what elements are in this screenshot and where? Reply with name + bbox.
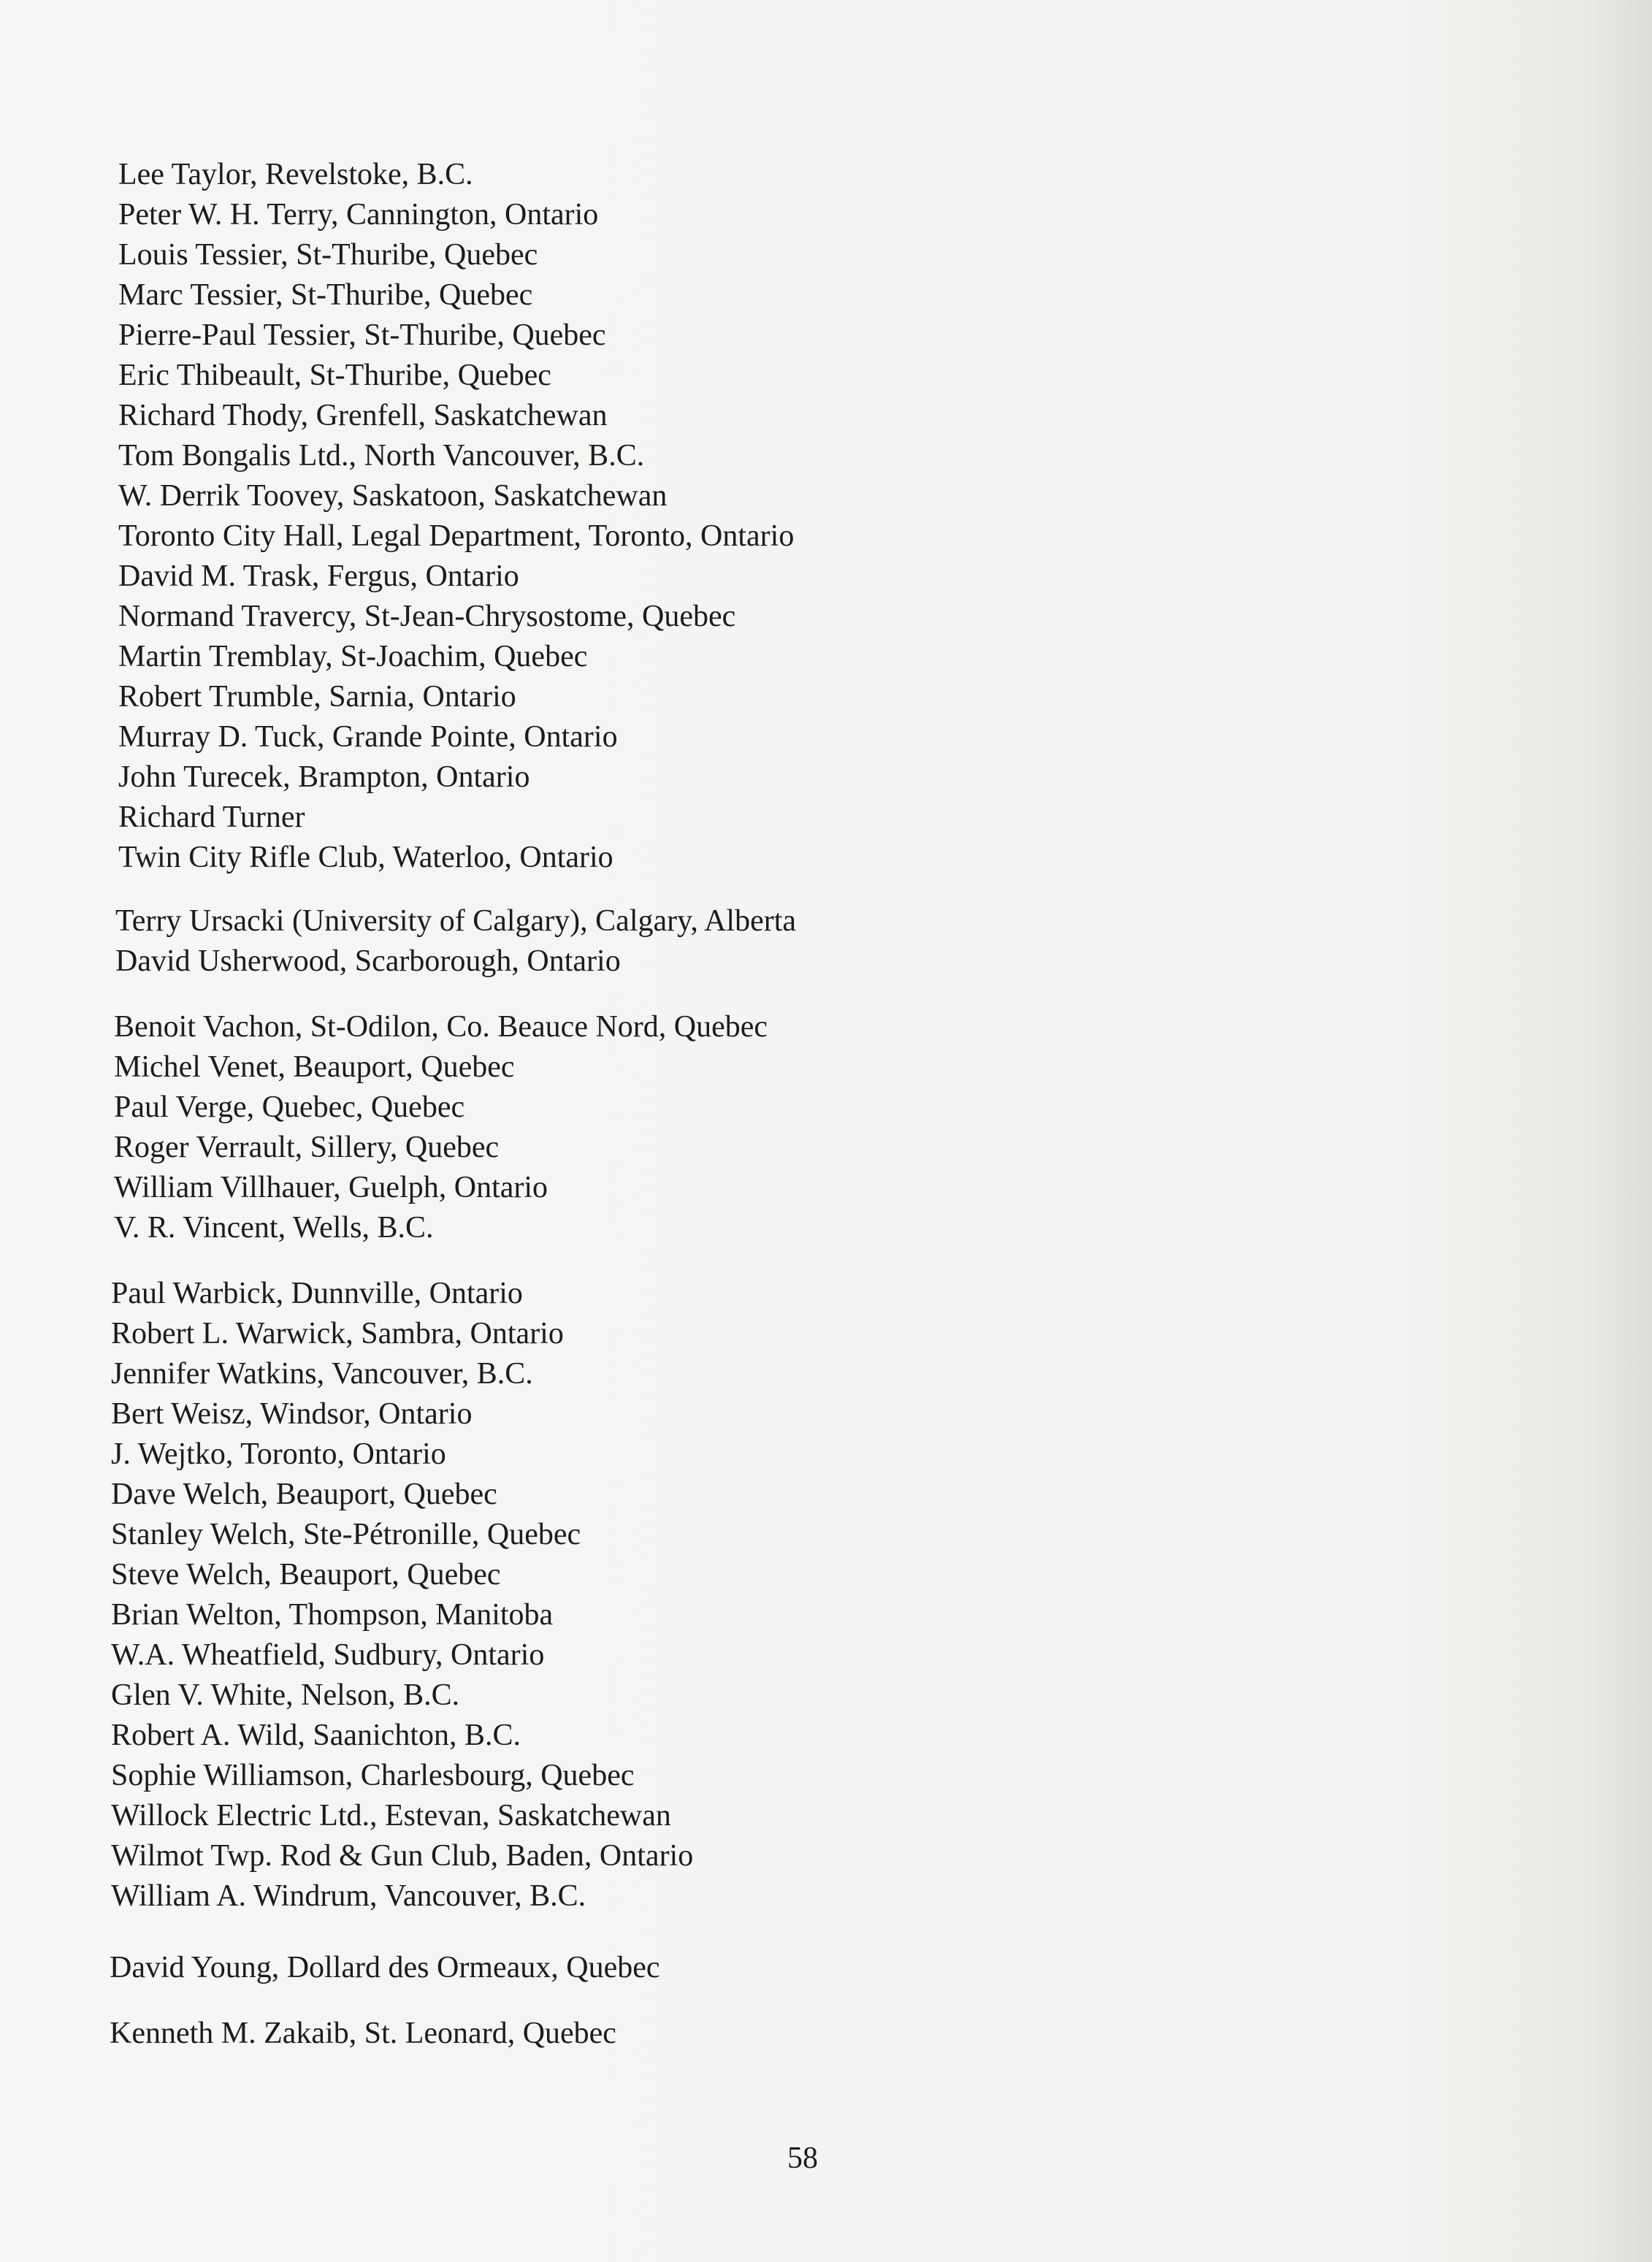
list-item: Robert A. Wild, Saanichton, B.C.: [111, 1719, 521, 1752]
list-item: David Young, Dollard des Ormeaux, Quebec: [110, 1951, 660, 1984]
list-item: Willock Electric Ltd., Estevan, Saskatchewan: [111, 1799, 671, 1833]
list-item: Paul Verge, Quebec, Quebec: [114, 1090, 465, 1124]
list-item: Tom Bongalis Ltd., North Vancouver, B.C.: [118, 439, 645, 473]
list-item: Richard Turner: [118, 801, 305, 834]
list-item: Michel Venet, Beauport, Quebec: [114, 1050, 515, 1084]
list-item: Normand Travercy, St-Jean-Chrysostome, Quebec: [118, 600, 736, 633]
list-item: J. Wejtko, Toronto, Ontario: [111, 1437, 446, 1471]
list-item: Jennifer Watkins, Vancouver, B.C.: [111, 1357, 533, 1391]
list-item: Glen V. White, Nelson, B.C.: [111, 1678, 460, 1712]
list-item: W. Derrik Toovey, Saskatoon, Saskatchewan: [118, 479, 668, 513]
list-item: Lee Taylor, Revelstoke, B.C.: [118, 158, 473, 191]
list-item: Murray D. Tuck, Grande Pointe, Ontario: [118, 720, 618, 754]
list-item: Brian Welton, Thompson, Manitoba: [111, 1598, 554, 1632]
list-item: Roger Verrault, Sillery, Quebec: [114, 1131, 500, 1164]
list-item: Martin Tremblay, St-Joachim, Quebec: [118, 640, 588, 673]
list-item: Louis Tessier, St-Thuribe, Quebec: [118, 238, 538, 272]
list-item: Bert Weisz, Windsor, Ontario: [111, 1397, 473, 1431]
list-item: Benoit Vachon, St-Odilon, Co. Beauce Nord, Quebec: [114, 1010, 768, 1044]
list-item: Toronto City Hall, Legal Department, Toronto, Ontario: [118, 519, 795, 553]
list-item: Pierre-Paul Tessier, St-Thuribe, Quebec: [118, 318, 606, 352]
list-item: Steve Welch, Beauport, Quebec: [111, 1558, 501, 1592]
list-item: Dave Welch, Beauport, Quebec: [111, 1478, 497, 1511]
list-item: Robert Trumble, Sarnia, Ontario: [118, 680, 516, 714]
list-item: Twin City Rifle Club, Waterloo, Ontario: [118, 841, 613, 874]
list-item: Marc Tessier, St-Thuribe, Quebec: [118, 278, 533, 312]
list-item: Terry Ursacki (University of Calgary), Calgary, Alberta: [115, 904, 797, 938]
list-item: Kenneth M. Zakaib, St. Leonard, Quebec: [110, 2017, 616, 2050]
list-item: David M. Trask, Fergus, Ontario: [118, 559, 519, 593]
list-item: Wilmot Twp. Rod & Gun Club, Baden, Ontario: [111, 1839, 694, 1873]
list-item: John Turecek, Brampton, Ontario: [118, 760, 530, 794]
list-item: W.A. Wheatfield, Sudbury, Ontario: [111, 1638, 545, 1672]
list-item: William Villhauer, Guelph, Ontario: [114, 1171, 548, 1204]
list-item: Sophie Williamson, Charlesbourg, Quebec: [111, 1759, 635, 1792]
list-item: Peter W. H. Terry, Cannington, Ontario: [118, 198, 599, 232]
list-item: David Usherwood, Scarborough, Ontario: [115, 944, 621, 978]
list-item: Eric Thibeault, St-Thuribe, Quebec: [118, 359, 551, 392]
list-item: Stanley Welch, Ste-Pétronille, Quebec: [111, 1518, 581, 1551]
list-item: V. R. Vincent, Wells, B.C.: [114, 1211, 434, 1245]
list-item: William A. Windrum, Vancouver, B.C.: [111, 1879, 586, 1913]
list-item: Richard Thody, Grenfell, Saskatchewan: [118, 399, 608, 432]
list-item: Paul Warbick, Dunnville, Ontario: [111, 1277, 523, 1310]
page-number: 58: [787, 2141, 818, 2175]
list-item: Robert L. Warwick, Sambra, Ontario: [111, 1317, 564, 1350]
